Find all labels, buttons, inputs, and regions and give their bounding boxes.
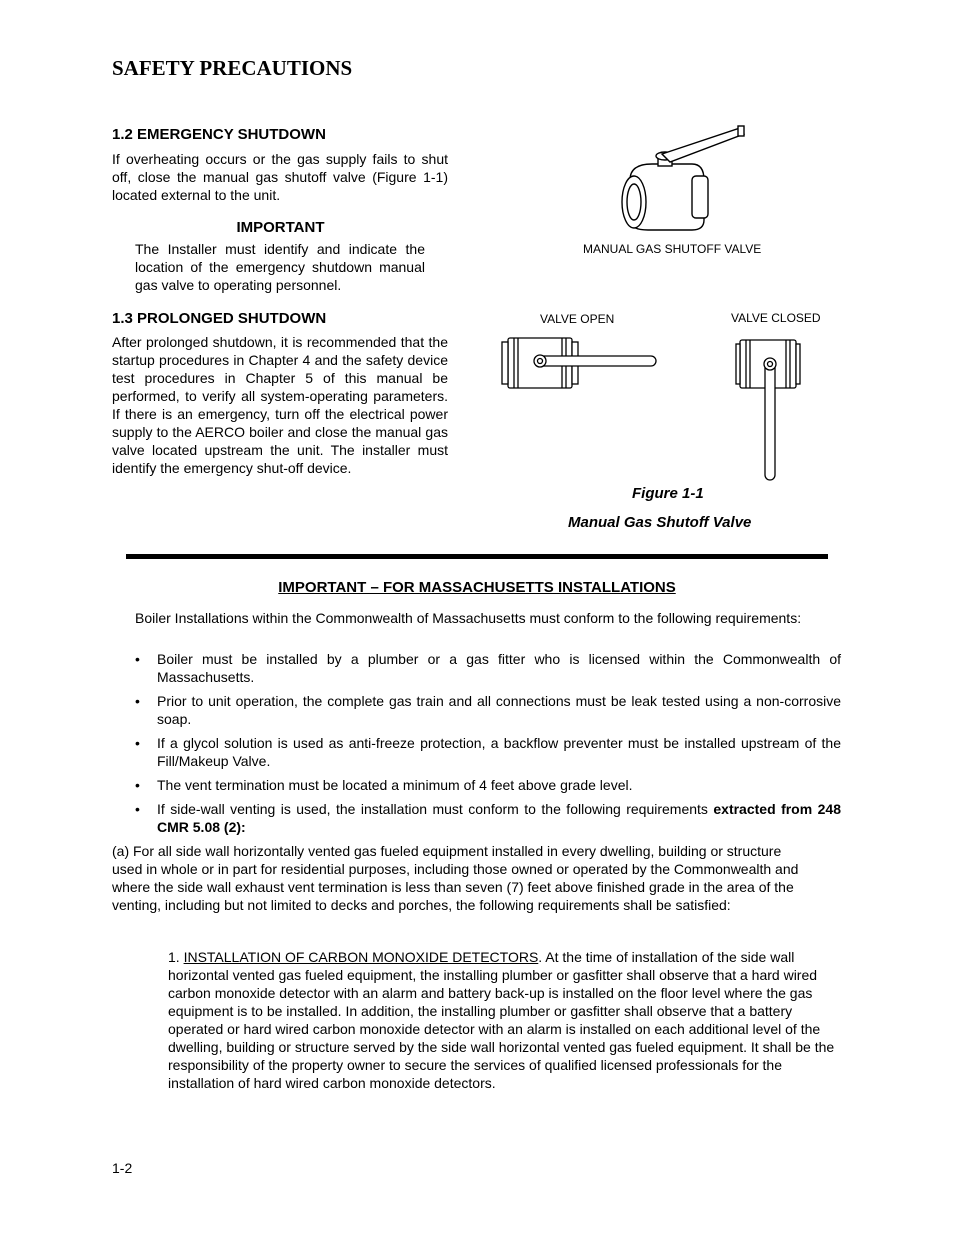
valve-open-label: VALVE OPEN <box>540 312 615 326</box>
massachusetts-intro: Boiler Installations within the Commonwealth of Massachusetts must conform to the following requirements: <box>135 610 802 626</box>
section-heading-emergency-shutdown: 1.2 EMERGENCY SHUTDOWN <box>112 126 326 143</box>
manual-gas-shutoff-valve-label: MANUAL GAS SHUTOFF VALVE <box>583 242 762 256</box>
important-heading: IMPORTANT <box>236 219 325 236</box>
emergency-shutdown-text: If overheating occurs or the gas supply fails to shut off, close the manual gas shutoff valve (Figure 1-1) located external to the unit. <box>112 151 448 203</box>
paragraph-a: (a) For all side wall horizontally vented gas fueled equipment installed in every dwelling, building or structure used in whole or in part for residential purposes, including those owned or operated by the Commonwealth and where the side wall exhaust vent termination is less than seven (7) feet above finished grade in the area of the venting, including but not limited to decks and porches, the following requirements shall be satisfied: <box>112 843 799 913</box>
valve-open-diagram <box>500 334 662 394</box>
list-item: • Prior to unit operation, the complete gas train and all connections must be leak tested using a non-corrosive soap. <box>135 693 841 727</box>
figure-title-caption: Manual Gas Shutoff Valve <box>568 514 752 531</box>
bullet-icon: • <box>135 735 140 751</box>
list-item: • If side-wall venting is used, the installation must conform to the following requirements extracted from 248 CMR 5.08 (2): <box>135 801 841 835</box>
section-heading-prolonged-shutdown: 1.3 PROLONGED SHUTDOWN <box>112 310 327 327</box>
list-item: • If a glycol solution is used as anti-freeze protection, a backflow preventer must be installed upstream of the Fill/Makeup Valve. <box>135 735 841 769</box>
page-title: SAFETY PRECAUTIONS <box>112 56 353 80</box>
page-number: 1-2 <box>112 1160 133 1176</box>
bullet-icon: • <box>135 777 140 793</box>
list-item: • Boiler must be installed by a plumber or a gas fitter who is licensed within the Commonwealth of Massachusetts. <box>135 651 841 685</box>
prolonged-shutdown-text: After prolonged shutdown, it is recommended that the startup procedures in Chapter 4 and the safety device test procedures in Chapter 5 of this manual be performed, to verify all system-operating parameters. If there is an emergency, turn off the electrical power supply to the AERCO boiler and close the manual gas valve located upstream the unit. The installer must identify the emergency shut-off device. <box>112 334 448 476</box>
figure-number-caption: Figure 1-1 <box>632 485 704 502</box>
requirements-list <box>135 650 841 842</box>
carbon-monoxide-heading: INSTALLATION OF CARBON MONOXIDE DETECTORS <box>183 949 539 965</box>
ball-valve-illustration <box>600 124 760 234</box>
massachusetts-heading: IMPORTANT – FOR MASSACHUSETTS INSTALLATIONS <box>278 579 676 596</box>
valve-closed-diagram <box>734 334 804 484</box>
bullet-icon: • <box>135 651 140 667</box>
bullet-icon: • <box>135 801 140 817</box>
section-divider <box>126 554 828 559</box>
list-item: • The vent termination must be located a minimum of 4 feet above grade level. <box>135 777 633 793</box>
important-text: The Installer must identify and indicate the location of the emergency shutdown manual gas valve to operating personnel. <box>135 241 425 293</box>
bullet-icon: • <box>135 693 140 709</box>
carbon-monoxide-item: 1. INSTALLATION OF CARBON MONOXIDE DETECTORS. At the time of installation of the side wall horizontal vented gas fueled equipment, the installing plumber or gasfitter shall observe that a hard wired carbon monoxide detector with an alarm and battery back-up is installed on the floor level where the gas equipment is to be installed. In addition, the installing plumber or gasfitter shall observe that a battery operated or hard wired carbon monoxide detector with an alarm is installed on each additional level of the dwelling, building or structure served by the side wall horizontal vented gas fueled equipment. It shall be the responsibility of the property owner to secure the services of qualified licensed professionals for the installation of hard wired carbon monoxide detectors. <box>168 949 835 1091</box>
valve-closed-label: VALVE CLOSED <box>731 311 821 325</box>
